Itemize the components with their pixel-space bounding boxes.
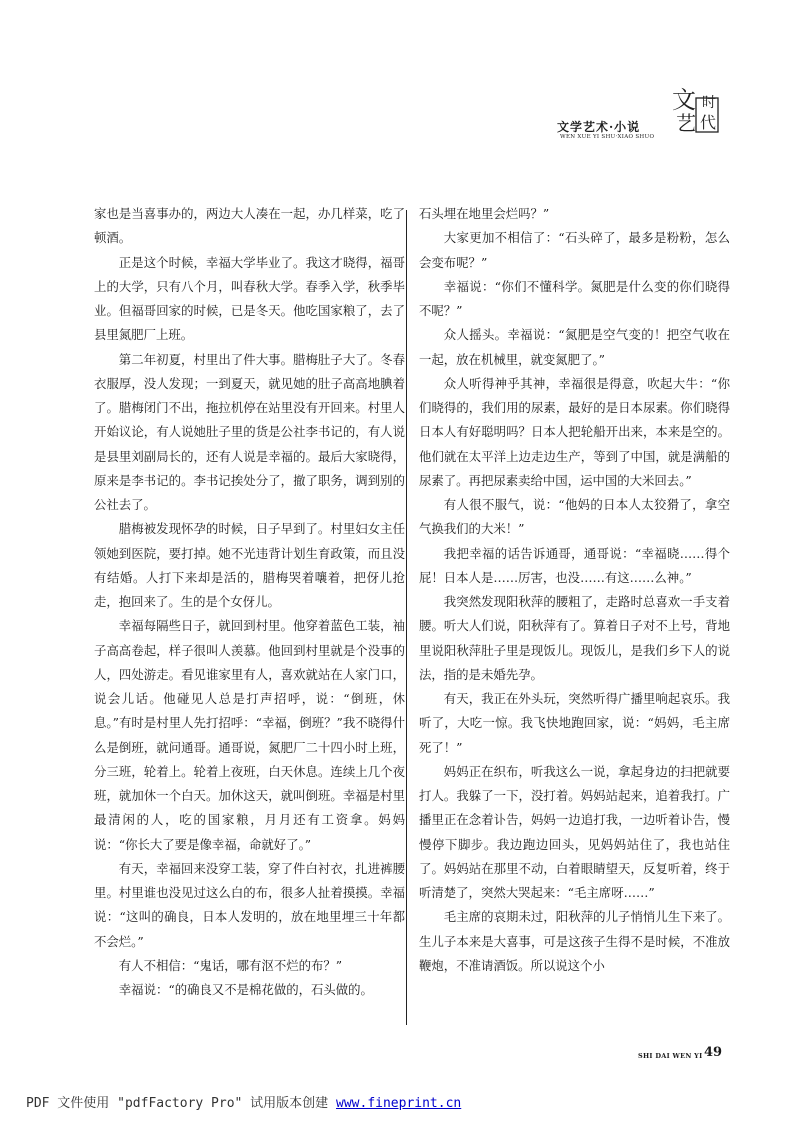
paragraph: 家也是当喜事办的，两边大人凑在一起，办几样菜，吃了顿酒。 xyxy=(94,206,405,246)
paragraph: 我突然发现阳秋萍的腰粗了，走路时总喜欢一手支着腰。听大人们说，阳秋萍有了。算着日子对不上号，背地里说阳秋萍肚子里是现饭儿。现饭儿，是我们乡下人的说法，指的是未婚先孕。 xyxy=(419,594,730,682)
paragraph: 妈妈正在织布，听我这么一说，拿起身边的扫把就要打人。我躲了一下，没打着。妈妈站起来，追着我打。广播里正在念着讣告，妈妈一边追打我，一边听着讣告，慢慢停下脚步。我边跑边回头，见妈妈站住了，我也站住了。妈妈站在那里不动，白着眼睛望天，反复听着，终于听清楚了，突然大哭起来：“毛主席呀……” xyxy=(419,763,730,900)
left-column xyxy=(94,202,405,1002)
paragraph: 众人摇头。幸福说：“氮肥是空气变的！把空气收在一起，放在机械里，就变氮肥了。” xyxy=(419,327,730,367)
paragraph: 腊梅被发现怀孕的时候，日子早到了。村里妇女主任领她到医院，要打掉。她不光违背计划生育政策，而且没有结婚。人打下来却是活的，腊梅哭着嚷着，把伢儿抢走，抱回来了。生的是个女伢儿。 xyxy=(94,521,405,609)
page-number: 49 xyxy=(704,1045,723,1060)
pdf-notice xyxy=(26,1092,461,1111)
logo-char-3: 艺 xyxy=(676,111,696,134)
paragraph: 正是这个时候，幸福大学毕业了。我这才晓得，福哥上的大学，只有八个月，叫春秋大学。春季入学，秋季毕业。但福哥回家的时候，已是冬天。他吃国家粮了，去了县里氮肥厂上班。 xyxy=(94,254,405,343)
pdf-notice-link[interactable]: www.fineprint.cn xyxy=(336,1096,462,1111)
paragraph: 众人听得神乎其神，幸福很是得意，吹起大牛：“你们晓得的，我们用的尿素，最好的是日本尿素。你们晓得日本人有好聪明吗？日本人把轮船开出来，本来是空的。他们就在太平洋上边走边生产，等到了中国，就是满船的尿素了。再把尿素卖给中国，运中国的大米回去。” xyxy=(419,375,730,488)
paragraph: 有人很不服气，说：“他妈的日本人太狡猾了，拿空气换我们的大米！” xyxy=(419,497,730,537)
section-pinyin: WEN XUE YI SHU·XIAO SHUO xyxy=(560,134,655,140)
paragraph: 幸福说：“你们不懂科学。氮肥是什么变的你们晓得不呢？” xyxy=(419,278,730,318)
column-divider xyxy=(406,210,407,1025)
paragraph: 我把幸福的话告诉通哥，通哥说：“幸福晓……得个屁！日本人是……厉害，也没……有这……么神。” xyxy=(419,545,730,585)
paragraph: 幸福说：“的确良又不是棉花做的，石头做的。 xyxy=(118,982,373,997)
logo-char-1: 文 xyxy=(672,86,696,114)
paragraph: 幸福每隔些日子，就回到村里。他穿着蓝色工装，袖子高高卷起，样子很叫人羡慕。他回到村里就是个没事的人，四处游走。看见谁家里有人，喜欢就站在人家门口，说会儿话。他碰见人总是打声招呼，说：“倒班，休息。”有时是村里人先打招呼：“幸福，倒班？”我不晓得什么是倒班，就问通哥。通哥说，氮肥厂二十四小时上班，分三班，轮着上。轮着上夜班，白天休息。连续上几个夜班，就加休一个白天。加休这天，就叫倒班。幸福是村里最清闲的人，吃的国家粮，月月还有工资拿。妈妈说：“你长大了要是像幸福，命就好了。” xyxy=(94,618,405,852)
paragraph: 石头埋在地里会烂吗？” xyxy=(419,206,550,221)
folio-magazine: SHI DAI WEN YI xyxy=(638,1052,703,1060)
paragraph: 有人不相信：“鬼话，哪有沤不烂的布？” xyxy=(118,957,343,973)
right-column xyxy=(419,202,730,978)
paragraph: 有天，幸福回来没穿工装，穿了件白衬衣，扎进裤腰里。村里谁也没见过这么白的布，很多人扯着摸摸。幸福说：“这叫的确良，日本人发明的，放在地里埋三十年都不会烂。” xyxy=(94,860,405,949)
paragraph: 大家更加不相信了：“石头碎了，最多是粉粉，怎么会变布呢？” xyxy=(419,230,730,270)
section-title: 文学艺术·小说 xyxy=(557,120,641,134)
paragraph: 毛主席的哀期未过，阳秋萍的儿子悄悄儿生下来了。生儿子本来是大喜事，可是这孩子生得不是时候，不准放鞭炮，不准请酒饭。所以说这个小 xyxy=(419,909,730,973)
logo-char-2: 时 xyxy=(702,95,716,111)
logo-char-4: 代 xyxy=(699,113,717,132)
pdf-notice-text: PDF 文件使用 "pdfFactory Pro" 试用版本创建 xyxy=(26,1096,337,1111)
paragraph: 第二年初夏，村里出了件大事。腊梅肚子大了。冬春衣服厚，没人发现；一到夏天，就见她的肚子高高地腆着了。腊梅闭门不出，拖拉机停在站里没有开回来。村里人开始议论，有人说她肚子里的货是公社李书记的，有人说是县里刘副局长的，还有人说是幸福的。最后大家晓得，原来是李书记的。李书记挨处分了，撤了职务，调到别的公社去了。 xyxy=(94,351,405,512)
magazine-logo xyxy=(672,86,720,134)
paragraph: 有天，我正在外头玩，突然听得广播里响起哀乐。我听了，大吃一惊。我飞快地跑回家，说：“妈妈，毛主席死了！” xyxy=(419,691,730,755)
